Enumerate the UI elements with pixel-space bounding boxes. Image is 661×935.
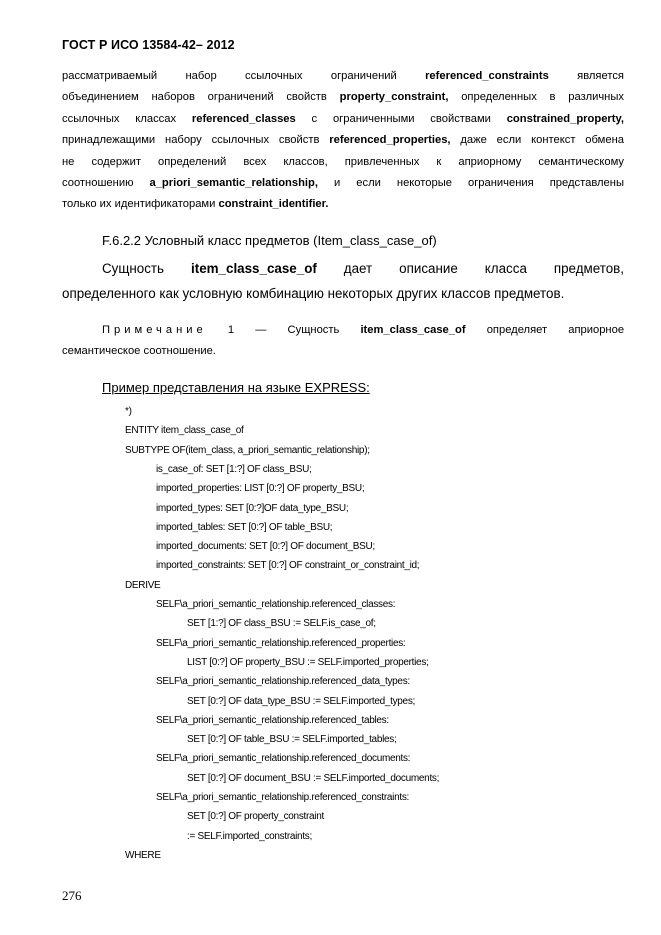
entity-name: item_class_case_of <box>360 324 466 336</box>
text-run: определенных в различных <box>448 91 624 104</box>
paragraph-line <box>62 256 624 281</box>
entity-name: referenced_constraints <box>425 70 549 82</box>
text-run: является <box>548 70 624 82</box>
entity-name: referenced_classes <box>191 112 296 125</box>
page-number: 276 <box>62 888 82 903</box>
note-dash: — <box>255 324 267 336</box>
code-line: DERIVE <box>125 579 161 591</box>
text-run: не содержит определений всех классов, привлеченных к априорному семантическому <box>62 155 624 168</box>
code-line: SET [1:?] OF class_BSU := SELF.is_case_of; <box>187 618 376 630</box>
code-line: WHERE <box>125 849 161 861</box>
text-run: соотношению <box>62 176 150 189</box>
code-line: SELF\a_priori_semantic_relationship.referenced_classes: <box>156 599 396 610</box>
paragraph-referenced-constraints <box>62 66 624 216</box>
text-run: только их идентификаторами <box>62 198 219 211</box>
text-run: определяет <box>486 324 548 336</box>
paragraph-line <box>62 130 624 151</box>
code-line: imported_documents: SET [0:?] OF document_BSU; <box>156 541 375 553</box>
paragraph-line <box>62 152 624 173</box>
paragraph-line <box>62 194 624 215</box>
code-line: SELF\a_priori_semantic_relationship.referenced_documents: <box>156 753 411 765</box>
code-line: SET [0:?] OF data_type_BSU := SELF.imported_types; <box>187 695 415 707</box>
code-line: SELF\a_priori_semantic_relationship.referenced_tables: <box>156 714 389 726</box>
code-line: imported_properties: LIST [0:?] OF property_BSU; <box>156 483 365 495</box>
code-line: imported_types: SET [0:?]OF data_type_BSU; <box>156 502 349 514</box>
document-header: ГОСТ Р ИСО 13584-42– 2012 <box>62 38 235 52</box>
entity-name: referenced_properties, <box>329 134 451 147</box>
code-line: := SELF.imported_constraints; <box>187 830 312 842</box>
entity-name: constraint_identifier. <box>218 198 329 211</box>
code-line: SELF\a_priori_semantic_relationship.referenced_constraints: <box>156 792 409 803</box>
paragraph-line <box>62 66 624 87</box>
section-heading: F.6.2.2 Условный класс предметов (Item_class_case_of) <box>102 233 437 248</box>
text-run: Сущность <box>102 261 192 276</box>
text-run: объединением наборов ограничений свойств <box>62 91 340 104</box>
note-number: 1 <box>227 324 235 336</box>
paragraph-line <box>62 87 624 108</box>
code-line: SELF\a_priori_semantic_relationship.referenced_properties: <box>156 637 406 649</box>
entity-name: item_class_case_of <box>191 261 317 276</box>
text-run: Сущность <box>287 324 340 336</box>
code-line: imported_constraints: SET [0:?] OF constraint_or_constraint_id; <box>156 560 420 572</box>
text-run: принадлежащими набору ссылочных свойств <box>62 134 330 147</box>
code-line: SET [0:?] OF document_BSU := SELF.imported_documents; <box>187 772 440 784</box>
example-title: Пример представления на языке EXPRESS: <box>102 380 370 395</box>
text-run: рассматриваемый набор ссылочных ограничений <box>62 70 426 82</box>
code-line: *) <box>125 406 132 417</box>
paragraph-item-class-case-of <box>62 256 624 306</box>
code-line: SUBTYPE OF(item_class, a_priori_semantic_relationship); <box>125 444 370 456</box>
paragraph-line: определенного как условную комбинацию некоторых других классов предметов. <box>62 286 565 301</box>
paragraph-line <box>62 109 624 130</box>
code-line: SET [0:?] OF property_constraint <box>187 811 324 823</box>
note-line: семантическое соотношение. <box>62 345 216 358</box>
text-run: дает описание класса предметов, <box>316 261 624 276</box>
code-line: imported_tables: SET [0:?] OF table_BSU; <box>156 521 333 533</box>
text-run: и если некоторые ограничения представлены <box>317 176 624 189</box>
code-line: ENTITY item_class_case_of <box>125 425 244 437</box>
note-block <box>62 320 624 363</box>
entity-name: constrained_property, <box>506 112 624 125</box>
entity-name: property_constraint, <box>339 91 449 104</box>
note-label: Примечание <box>102 324 207 336</box>
note-line <box>62 320 624 341</box>
code-line: SET [0:?] OF table_BSU := SELF.imported_tables; <box>187 734 397 746</box>
text-run: априорное <box>568 324 625 336</box>
code-line: LIST [0:?] OF property_BSU := SELF.imported_properties; <box>187 656 429 668</box>
text-run: даже если контекст обмена <box>450 134 624 147</box>
code-line: SELF\a_priori_semantic_relationship.referenced_data_types: <box>156 676 410 688</box>
text-run: с ограниченными свойствами <box>295 112 507 125</box>
code-line: is_case_of: SET [1:?] OF class_BSU; <box>156 463 312 475</box>
paragraph-line <box>62 173 624 194</box>
entity-name: a_priori_semantic_relationship, <box>149 176 318 189</box>
text-run: ссылочных классах <box>62 112 192 125</box>
